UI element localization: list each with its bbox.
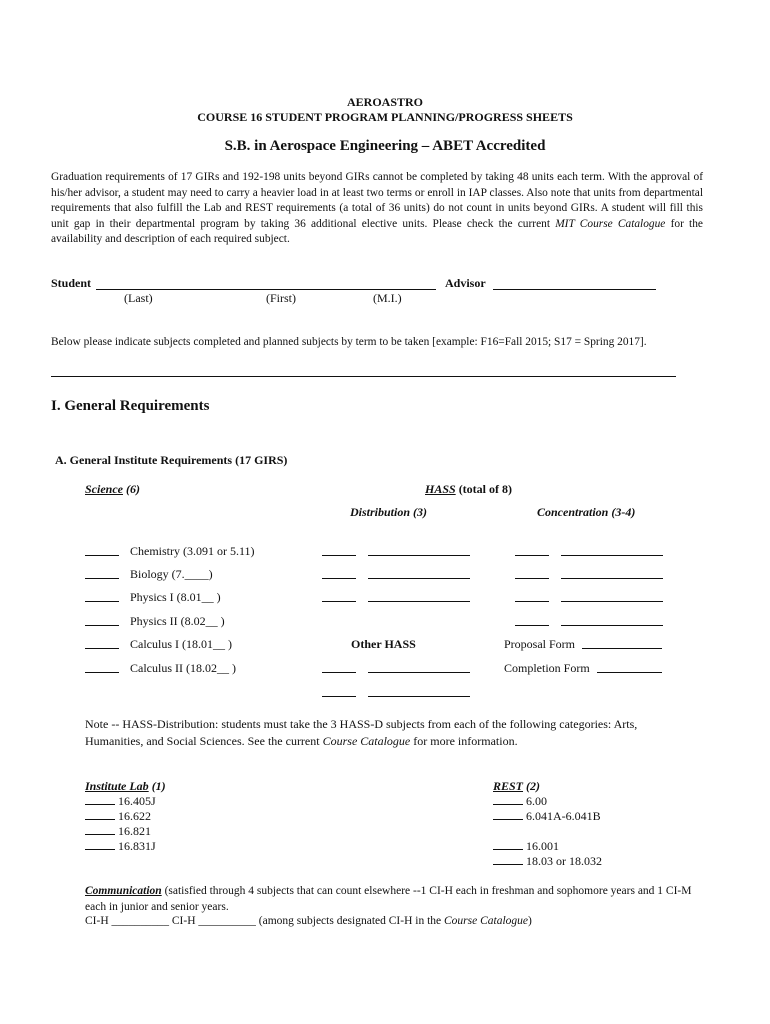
ci-h-line: CI-H __________ CI-H __________ (among subjects designated CI-H in the Course Catalogue): [85, 915, 532, 927]
lab-term-blank[interactable]: [85, 824, 115, 835]
header-line1: AEROASTRO: [346, 95, 423, 109]
other-hass-heading: Other HASS: [351, 637, 416, 651]
completion-form-label: Completion Form: [504, 661, 590, 675]
term-plan-field[interactable]: [51, 364, 676, 377]
science-term-blank[interactable]: [85, 544, 119, 556]
other-hass-term-blank[interactable]: [322, 661, 356, 673]
header-line2: COURSE 16 STUDENT PROGRAM PLANNING/PROGRESS SHEETS: [197, 110, 573, 124]
middle-initial-caption: (M.I.): [373, 291, 402, 305]
concentration-subject-blank[interactable]: [561, 544, 663, 556]
concentration-subject-blank[interactable]: [561, 614, 663, 626]
proposal-form-blank[interactable]: [582, 637, 662, 649]
science-term-blank[interactable]: [85, 567, 119, 579]
concentration-term-blank[interactable]: [515, 567, 549, 579]
concentration-subject-blank[interactable]: [561, 567, 663, 579]
rest-item: 6.041A-6.041B: [493, 809, 601, 824]
advisor-label: Advisor: [445, 276, 486, 290]
lab-item: 16.821: [85, 824, 151, 839]
student-label: Student: [51, 276, 92, 290]
first-name-caption: (First): [266, 291, 296, 305]
other-hass-subject-blank[interactable]: [368, 685, 470, 697]
science-heading: Science (6): [85, 482, 140, 496]
lab-item: 16.405J: [85, 794, 156, 809]
page-title: S.B. in Aerospace Engineering – ABET Accredited: [224, 138, 546, 154]
hass-heading: HASS (total of 8): [425, 482, 513, 496]
science-term-blank[interactable]: [85, 614, 119, 626]
science-term-blank[interactable]: [85, 590, 119, 602]
other-hass-term-blank[interactable]: [322, 685, 356, 697]
science-item: Physics II (8.02__ ): [130, 614, 225, 628]
hass-note: Note -- HASS-Distribution: students must take the 3 HASS-D subjects from each of the following categories: Arts, Humanities, and Social Sciences. See the current Course Catalogue for more information.: [85, 717, 638, 748]
rest-item: 18.03 or 18.032: [493, 854, 602, 869]
concentration-subject-blank[interactable]: [561, 590, 663, 602]
rest-term-blank[interactable]: [493, 809, 523, 820]
student-name-field[interactable]: [96, 276, 436, 290]
distribution-term-blank[interactable]: [322, 590, 356, 602]
concentration-term-blank[interactable]: [515, 590, 549, 602]
science-item: Calculus II (18.02__ ): [130, 661, 236, 675]
lab-term-blank[interactable]: [85, 839, 115, 850]
completion-form-blank[interactable]: [597, 661, 662, 673]
concentration-heading: Concentration (3-4): [537, 505, 636, 519]
intro-paragraph: Graduation requirements of 17 GIRs and 192-198 units beyond GIRs cannot be completed by taking 48 units each term. With the approval of his/her advisor, a student may need to carry a heavier load in at least two terms or enroll in IAP classes. Also note that units from departmental requirements that also fulfill the Lab and REST requirements (a total of 36 units) do not count in units beyond GIRs. A student will fill this unit gap in their departmental program by taking 36 additional elective units. Please check the current MIT Course Catalogue for the availability and description of each required subject.: [51, 171, 703, 245]
advisor-name-field[interactable]: [493, 276, 656, 290]
institute-lab-heading: Institute Lab (1): [85, 779, 166, 793]
rest-item: 6.00: [493, 794, 547, 809]
science-item: Physics I (8.01__ ): [130, 590, 221, 604]
concentration-term-blank[interactable]: [515, 614, 549, 626]
rest-term-blank[interactable]: [493, 839, 523, 850]
distribution-subject-blank[interactable]: [368, 567, 470, 579]
proposal-form-label: Proposal Form: [504, 637, 576, 651]
science-item: Biology (7.____): [130, 567, 213, 581]
distribution-subject-blank[interactable]: [368, 590, 470, 602]
distribution-term-blank[interactable]: [322, 544, 356, 556]
science-term-blank[interactable]: [85, 637, 119, 649]
distribution-subject-blank[interactable]: [368, 544, 470, 556]
rest-heading: REST (2): [493, 779, 541, 793]
rest-term-blank[interactable]: [493, 854, 523, 865]
rest-item: 16.001: [493, 839, 559, 854]
section-heading: I. General Requirements: [51, 398, 210, 414]
other-hass-subject-blank[interactable]: [368, 661, 470, 673]
lab-term-blank[interactable]: [85, 809, 115, 820]
last-name-caption: (Last): [124, 291, 153, 305]
gir-subheading: A. General Institute Requirements (17 GIRS): [55, 453, 288, 467]
below-paragraph: Below please indicate subjects completed and planned subjects by term to be taken [example: F16=Fall 2015; S17 = Spring 2017].: [51, 336, 647, 348]
distribution-term-blank[interactable]: [322, 567, 356, 579]
lab-item: 16.831J: [85, 839, 156, 854]
communication-note: Communication (satisfied through 4 subjects that can count elsewhere --1 CI-H each in freshman and sophomore years and 1 CI-M each in junior and senior years.: [85, 885, 692, 913]
lab-term-blank[interactable]: [85, 794, 115, 805]
rest-term-blank[interactable]: [493, 794, 523, 805]
science-item: Calculus I (18.01__ ): [130, 637, 232, 651]
science-item: Chemistry (3.091 or 5.11): [130, 544, 255, 558]
science-term-blank[interactable]: [85, 661, 119, 673]
lab-item: 16.622: [85, 809, 151, 824]
distribution-heading: Distribution (3): [350, 505, 428, 519]
concentration-term-blank[interactable]: [515, 544, 549, 556]
